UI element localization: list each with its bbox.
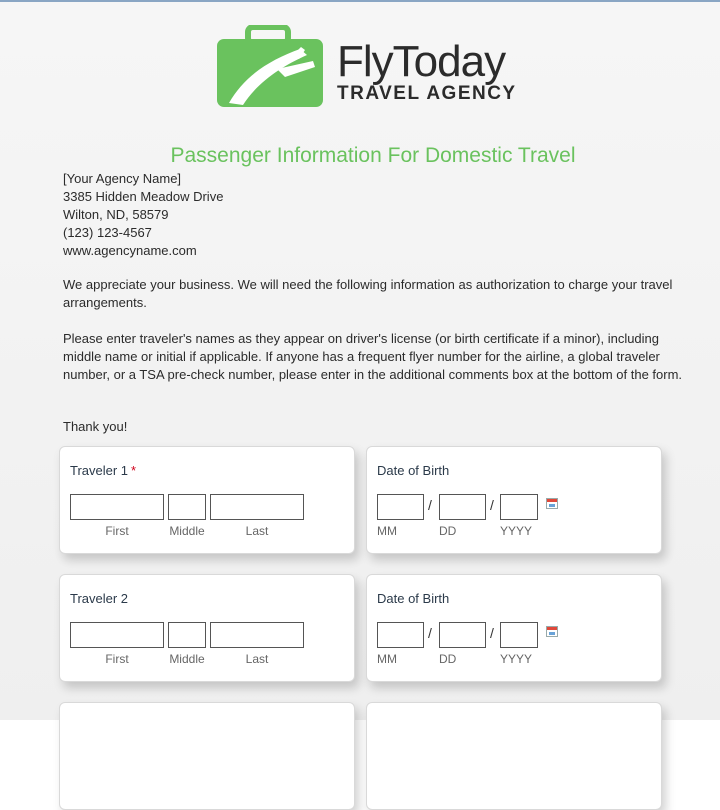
address-street: 3385 Hidden Meadow Drive xyxy=(63,189,224,204)
date-separator: / xyxy=(428,625,432,641)
traveler-1-dob-label: Date of Birth xyxy=(377,463,450,478)
traveler-1-label: Traveler 1 * xyxy=(70,463,137,478)
traveler-1-dob-card xyxy=(366,446,662,554)
first-sublabel: First xyxy=(105,524,129,538)
suitcase-plane-icon xyxy=(215,25,325,110)
required-asterisk: * xyxy=(131,463,137,478)
traveler-1-dob-year-input[interactable] xyxy=(500,494,538,520)
mm-sublabel: MM xyxy=(377,524,397,538)
traveler-1-first-input[interactable] xyxy=(70,494,164,520)
traveler-2-dob-label: Date of Birth xyxy=(377,591,450,606)
intro-paragraph: We appreciate your business. We will need the following information as authorization to charge your travel arrangements. xyxy=(63,277,673,310)
date-separator: / xyxy=(490,497,494,513)
traveler-2-name-card xyxy=(59,574,355,682)
date-separator: / xyxy=(428,497,432,513)
address-city: Wilton, ND, 58579 xyxy=(63,207,169,222)
date-separator: / xyxy=(490,625,494,641)
instructions-paragraph: Please enter traveler's names as they appear on driver's license (or birth certificate if a minor), including middle name or initial if applicable. If anyone has a frequent flyer number for the airline, a global traveler number, or a TSA pre-check number, please enter in the additional comments box at the bottom of the form. xyxy=(63,331,683,382)
traveler-2-dob-year-input[interactable] xyxy=(500,622,538,648)
traveler-2-dob-card xyxy=(366,574,662,682)
logo-tagline: TRAVEL AGENCY xyxy=(337,83,517,104)
traveler-2-first-input[interactable] xyxy=(70,622,164,648)
middle-sublabel: Middle xyxy=(169,524,205,538)
calendar-icon[interactable] xyxy=(546,498,558,509)
middle-sublabel: Middle xyxy=(169,652,205,666)
page-title: Passenger Information For Domestic Travel xyxy=(170,144,576,167)
traveler-1-last-input[interactable] xyxy=(210,494,304,520)
last-sublabel: Last xyxy=(245,524,269,538)
first-sublabel: First xyxy=(105,652,129,666)
dd-sublabel: DD xyxy=(439,524,457,538)
traveler-3-name-card xyxy=(59,702,355,810)
calendar-icon[interactable] xyxy=(546,626,558,637)
traveler-1-dob-day-input[interactable] xyxy=(439,494,486,520)
address-agency-name: [Your Agency Name] xyxy=(63,171,182,186)
dd-sublabel: DD xyxy=(439,652,457,666)
last-sublabel: Last xyxy=(245,652,269,666)
traveler-3-dob-card xyxy=(366,702,662,810)
traveler-2-label: Traveler 2 xyxy=(70,591,129,606)
address-website: www.agencyname.com xyxy=(63,243,197,258)
mm-sublabel: MM xyxy=(377,652,397,666)
traveler-2-last-input[interactable] xyxy=(210,622,304,648)
traveler-1-dob-month-input[interactable] xyxy=(377,494,424,520)
address-phone: (123) 123-4567 xyxy=(63,225,152,240)
traveler-1-middle-input[interactable] xyxy=(168,494,206,520)
traveler-2-dob-day-input[interactable] xyxy=(439,622,486,648)
agency-address xyxy=(63,170,693,260)
agency-logo xyxy=(215,25,525,110)
thanks-text: Thank you! xyxy=(63,419,128,434)
traveler-2-dob-month-input[interactable] xyxy=(377,622,424,648)
traveler-1-name-card xyxy=(59,446,355,554)
yyyy-sublabel: YYYY xyxy=(500,652,533,666)
yyyy-sublabel: YYYY xyxy=(500,524,533,538)
logo-wordmark: FlyToday xyxy=(337,37,506,86)
traveler-2-middle-input[interactable] xyxy=(168,622,206,648)
